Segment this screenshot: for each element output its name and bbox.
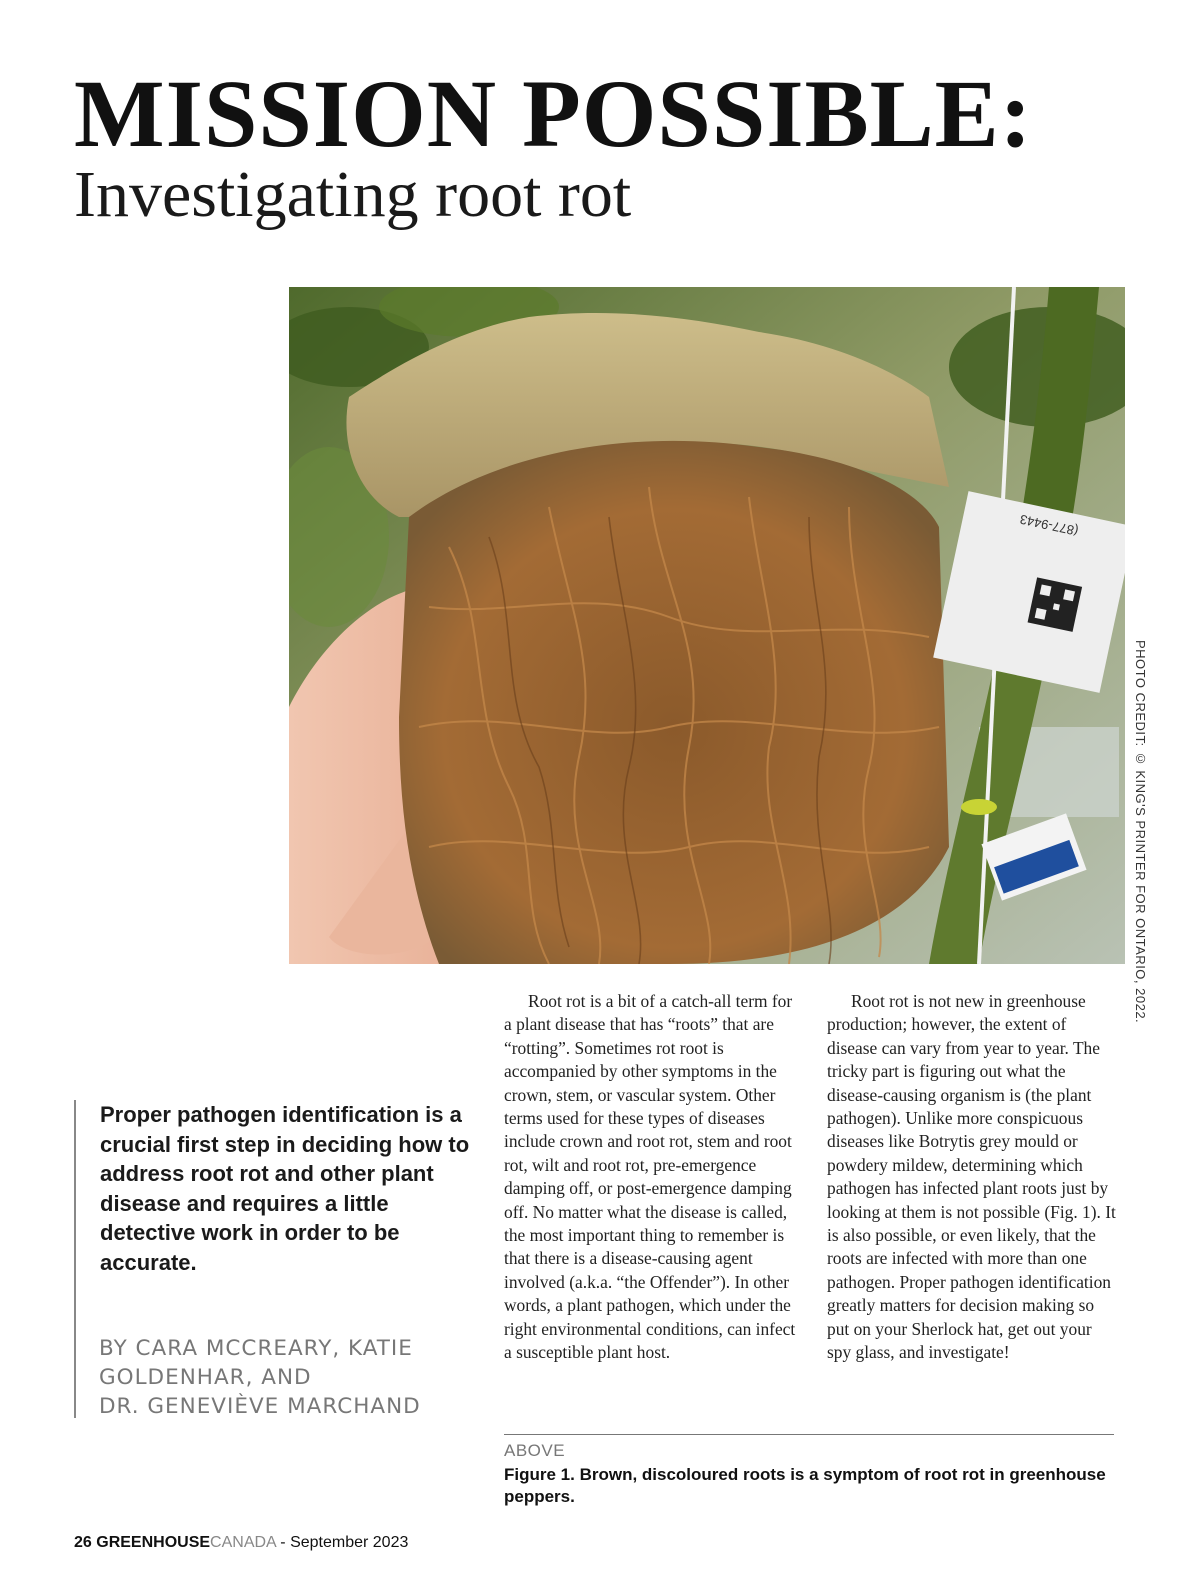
- magazine-name-light: CANADA: [210, 1534, 276, 1551]
- caption-divider: [504, 1434, 1114, 1435]
- byline-line-2: GOLDENHAR, AND: [99, 1365, 312, 1390]
- figure-caption: Figure 1. Brown, discoloured roots is a symptom of root rot in greenhouse peppers.: [504, 1465, 1106, 1506]
- byline-line-3: DR. GENEVIÈVE MARCHAND: [99, 1394, 421, 1419]
- issue-date: - September 2023: [280, 1534, 409, 1551]
- magazine-name-bold: GREENHOUSE: [96, 1534, 211, 1551]
- byline: [99, 1334, 479, 1421]
- byline-line-1: BY CARA MCCREARY, KATIE: [99, 1336, 413, 1361]
- root-rot-photo: [289, 287, 1125, 964]
- article-subtitle: Investigating root rot: [74, 158, 632, 231]
- page-number: 26: [74, 1534, 92, 1551]
- photo-tag-text: (877-9443: [1018, 511, 1080, 539]
- page-footer: [74, 1534, 408, 1552]
- body-column-2: Root rot is not new in greenhouse production; however, the extent of disease can vary from year to year. The tricky part is figuring out what the disease-causing organism is (the plant pathogen). Unlike more conspicuous diseases like Botrytis grey mould or powdery mildew, determining which pathogen has infected plant roots just by looking at them is not possible (Fig. 1). It is also possible, or even likely, that the roots are infected with more than one pathogen. Proper pathogen identification greatly matters for decision making so put on your Sherlock hat, get out your spy glass, and investigate!: [827, 991, 1116, 1363]
- pull-quote-text: Proper pathogen identification is a crucial first step in deciding how to address root rot and other plant disease and requires a little detective work in order to be accurate.: [100, 1102, 470, 1275]
- caption-label: ABOVE: [504, 1441, 566, 1460]
- article-title: MISSION POSSIBLE:: [74, 60, 1033, 167]
- body-column-1: Root rot is a bit of a catch-all term for a plant disease that has “roots” that are “rotting”. Sometimes rot root is accompanied by other symptoms in the crown, stem, or vascular system. Other terms used for these types of diseases include crown and root rot, stem and root rot, wilt and root rot, pre-emergence damping off, or post-emergence damping off. No matter what the disease is called, the most important thing to remember is that there is a disease-causing agent involved (a.k.a. “the Offender”). In other words, a plant pathogen, which under the right environmental conditions, can infect a susceptible plant host.: [504, 991, 796, 1363]
- photo-credit: PHOTO CREDIT: © KING'S PRINTER FOR ONTARIO, 2022.: [1133, 640, 1148, 1024]
